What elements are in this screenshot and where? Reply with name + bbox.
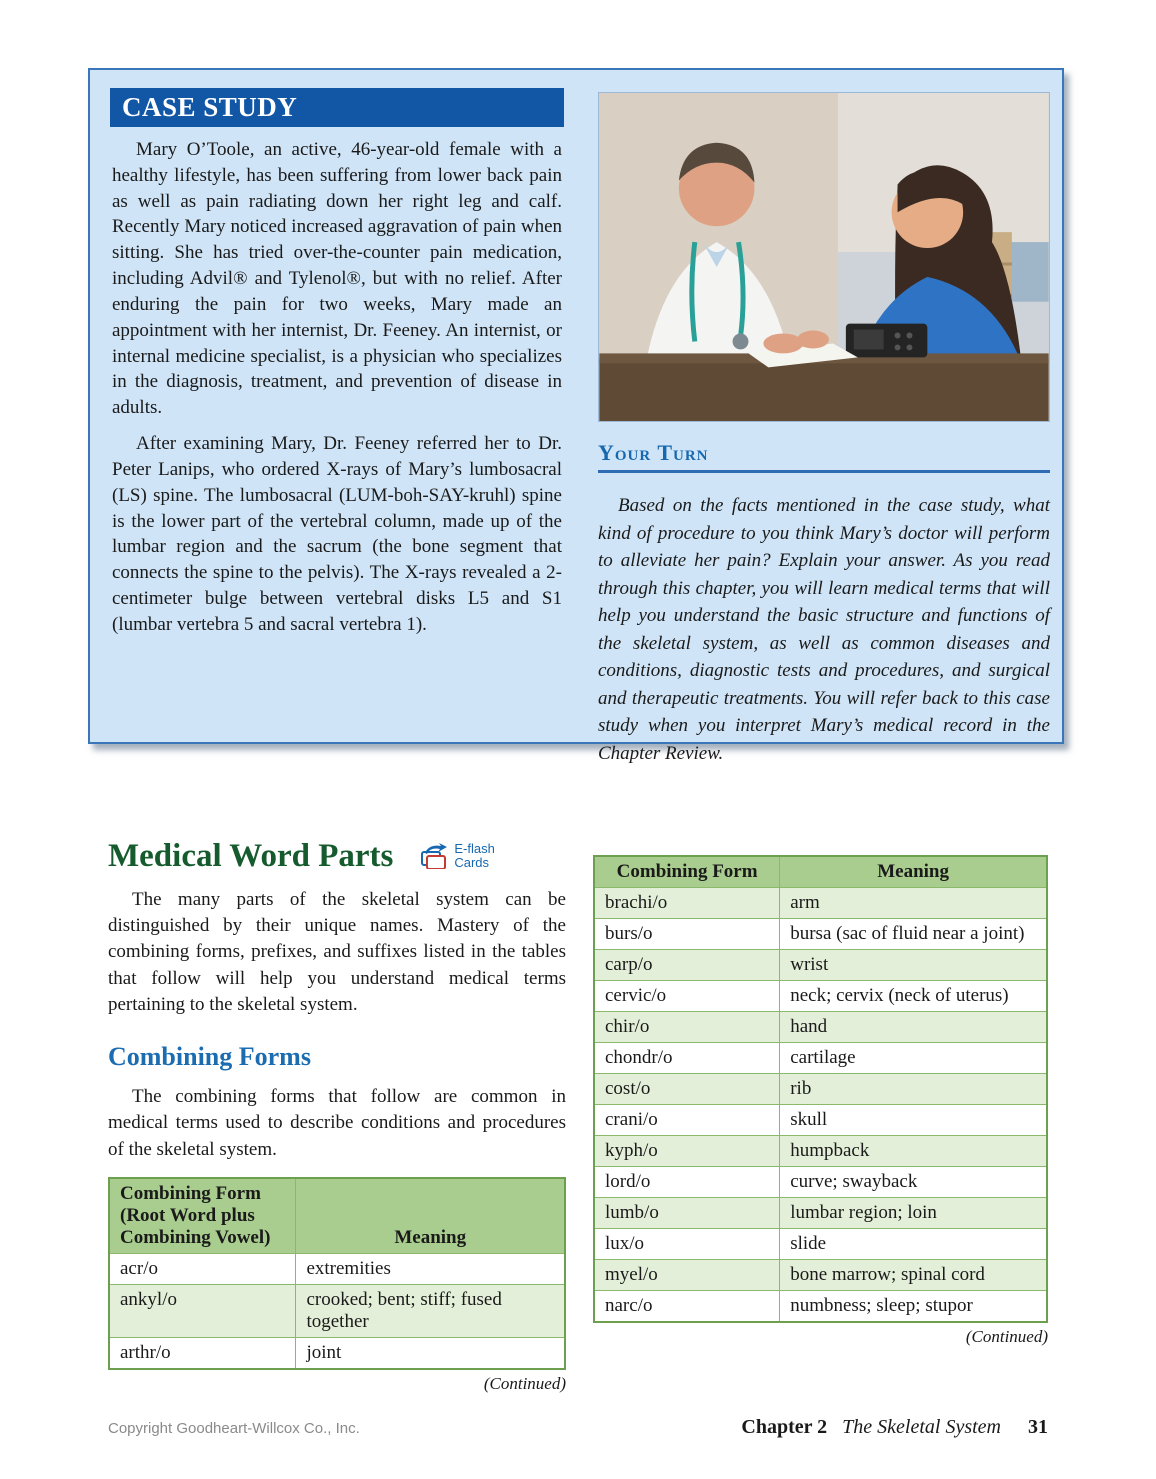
doctor-patient-photo xyxy=(598,92,1050,422)
case-study-title: CASE STUDY xyxy=(110,88,564,127)
table-cell: numbness; sleep; stupor xyxy=(780,1291,1047,1323)
table-cell: bone marrow; spinal cord xyxy=(780,1260,1047,1291)
combining-forms-table-left xyxy=(108,1177,566,1370)
table-header-combining-form: Combining Form xyxy=(594,856,780,888)
table-row xyxy=(594,1074,1047,1105)
your-turn-rule xyxy=(598,470,1050,473)
table-row xyxy=(594,1260,1047,1291)
table-cell: extremities xyxy=(296,1253,565,1284)
table-row xyxy=(594,1043,1047,1074)
table-row xyxy=(594,981,1047,1012)
case-study-paragraph-1: Mary O’Toole, an active, 46-year-old female with a healthy lifestyle, has been suffering from lower back pain as well as pain radiating down her right leg and calf. Recently Mary noticed increased aggravation of pain when sitting. She has tried over-the-counter pain medication, including Advil® and Tylenol®, but with no relief. After enduring the pain for two weeks, Mary made an appointment with her internist, Dr. Feeney. An internist, or internal medicine specialist, is a physician who specializes in the diagnosis, treatment, and prevention of disease in adults. xyxy=(112,139,562,419)
table-cell: crani/o xyxy=(594,1105,780,1136)
copyright-text: Copyright Goodheart-Willcox Co., Inc. xyxy=(108,1420,360,1437)
medical-word-parts-intro: The many parts of the skeletal system can be distinguished by their unique names. Mastery of the combining forms, prefixes, and suffixes listed in the tables that follow will help you understand medical terms pertaining to the skeletal system. xyxy=(108,889,566,1015)
section-heading-medical-word-parts: Medical Word Parts xyxy=(108,838,394,874)
table-row xyxy=(594,1167,1047,1198)
table-cell: slide xyxy=(780,1229,1047,1260)
page-number: 31 xyxy=(1028,1416,1048,1438)
eflash-cards-icon xyxy=(419,843,449,869)
table-row xyxy=(109,1337,565,1369)
table-cell: rib xyxy=(780,1074,1047,1105)
table-header-row xyxy=(594,856,1047,888)
table-row xyxy=(109,1253,565,1284)
table-cell: brachi/o xyxy=(594,888,780,919)
section-heading-combining-forms: Combining Forms xyxy=(108,1042,311,1072)
case-study-box xyxy=(88,68,1064,764)
table-cell: wrist xyxy=(780,950,1047,981)
your-turn-heading: Your Turn xyxy=(598,440,709,465)
table-row xyxy=(594,1198,1047,1229)
table-header-combining-form: Combining Form (Root Word plus Combining Vowel) xyxy=(109,1178,296,1254)
table-row xyxy=(594,919,1047,950)
table-cell: lord/o xyxy=(594,1167,780,1198)
table-cell: cost/o xyxy=(594,1074,780,1105)
table-header-row xyxy=(109,1178,565,1254)
table-row xyxy=(109,1284,565,1337)
table-cell: crooked; bent; stiff; fused together xyxy=(296,1284,565,1337)
case-study-paragraph-2: After examining Mary, Dr. Feeney referred her to Dr. Peter Lanips, who ordered X-rays of Mary’s lumbosacral (LS) spine. The lumbosacral (LUM-boh-SAY-kruhl) spine is the lower part of the vertebral column, made up of the lumbar region and the sacrum (the bone segment that connects the spine to the pelvis). The X-rays revealed a 2-centimeter bulge between vertebral disks L5 and S1 (lumbar vertebra 5 and sacral vertebra 1). xyxy=(112,433,562,635)
table-row xyxy=(594,888,1047,919)
table-cell: myel/o xyxy=(594,1260,780,1291)
page-footer xyxy=(108,1416,1048,1439)
table-cell: chir/o xyxy=(594,1012,780,1043)
table-cell: narc/o xyxy=(594,1291,780,1323)
table-cell: joint xyxy=(296,1337,565,1369)
table-cell: carp/o xyxy=(594,950,780,981)
table-row xyxy=(594,950,1047,981)
table-header-meaning: Meaning xyxy=(296,1178,565,1254)
table-cell: kyph/o xyxy=(594,1136,780,1167)
main-right-column xyxy=(593,855,1048,1347)
table-cell: skull xyxy=(780,1105,1047,1136)
table-row xyxy=(594,1105,1047,1136)
table-cell: lux/o xyxy=(594,1229,780,1260)
table-cell: lumb/o xyxy=(594,1198,780,1229)
table-cell: neck; cervix (neck of uterus) xyxy=(780,981,1047,1012)
table-cell: arthr/o xyxy=(109,1337,296,1369)
table-cell: hand xyxy=(780,1012,1047,1043)
table-cell: bursa (sac of fluid near a joint) xyxy=(780,919,1047,950)
continued-note-left: (Continued) xyxy=(483,1373,566,1393)
chapter-title: The Skeletal System xyxy=(842,1416,1001,1438)
table-row xyxy=(594,1291,1047,1323)
table-cell: cervic/o xyxy=(594,981,780,1012)
table-cell: cartilage xyxy=(780,1043,1047,1074)
table-cell: lumbar region; loin xyxy=(780,1198,1047,1229)
case-study-right-column xyxy=(598,92,1050,786)
eflash-label-line2: Cards xyxy=(454,854,490,870)
case-study-left-column xyxy=(110,88,564,638)
eflash-label-line1: E-flash xyxy=(454,841,495,856)
table-row xyxy=(594,1012,1047,1043)
table-cell: arm xyxy=(780,888,1047,919)
your-turn-body: Based on the facts mentioned in the case study, what kind of procedure to you think Mary’s doctor will perform to alleviate her pain? Explain your answer. As you read through this chapter, you will learn medical terms that will help you understand the basic structure and functions of the skeletal system, as well as common diseases and conditions, diagnostic tests and procedures, and surgical and therapeutic treatments. You will refer back to this case study when you interpret Mary’s medical record in the Chapter Review. xyxy=(598,495,1050,764)
table-cell: chondr/o xyxy=(594,1043,780,1074)
table-cell: ankyl/o xyxy=(109,1284,296,1337)
combining-forms-intro: The combining forms that follow are common in medical terms used to describe conditions and procedures of the skeletal system. xyxy=(108,1086,566,1160)
table-cell: curve; swayback xyxy=(780,1167,1047,1198)
footer-chapter-info xyxy=(741,1416,1048,1439)
table-cell: humpback xyxy=(780,1136,1047,1167)
table-cell: acr/o xyxy=(109,1253,296,1284)
eflash-cards-link[interactable] xyxy=(419,842,494,869)
table-header-meaning: Meaning xyxy=(780,856,1047,888)
combining-forms-table-right xyxy=(593,855,1048,1323)
continued-note-right: (Continued) xyxy=(965,1327,1048,1346)
table-row xyxy=(594,1229,1047,1260)
table-row xyxy=(594,1136,1047,1167)
chapter-label: Chapter 2 xyxy=(741,1416,828,1438)
table-cell: burs/o xyxy=(594,919,780,950)
eflash-cards-label xyxy=(454,842,494,869)
main-left-column xyxy=(108,838,566,1394)
